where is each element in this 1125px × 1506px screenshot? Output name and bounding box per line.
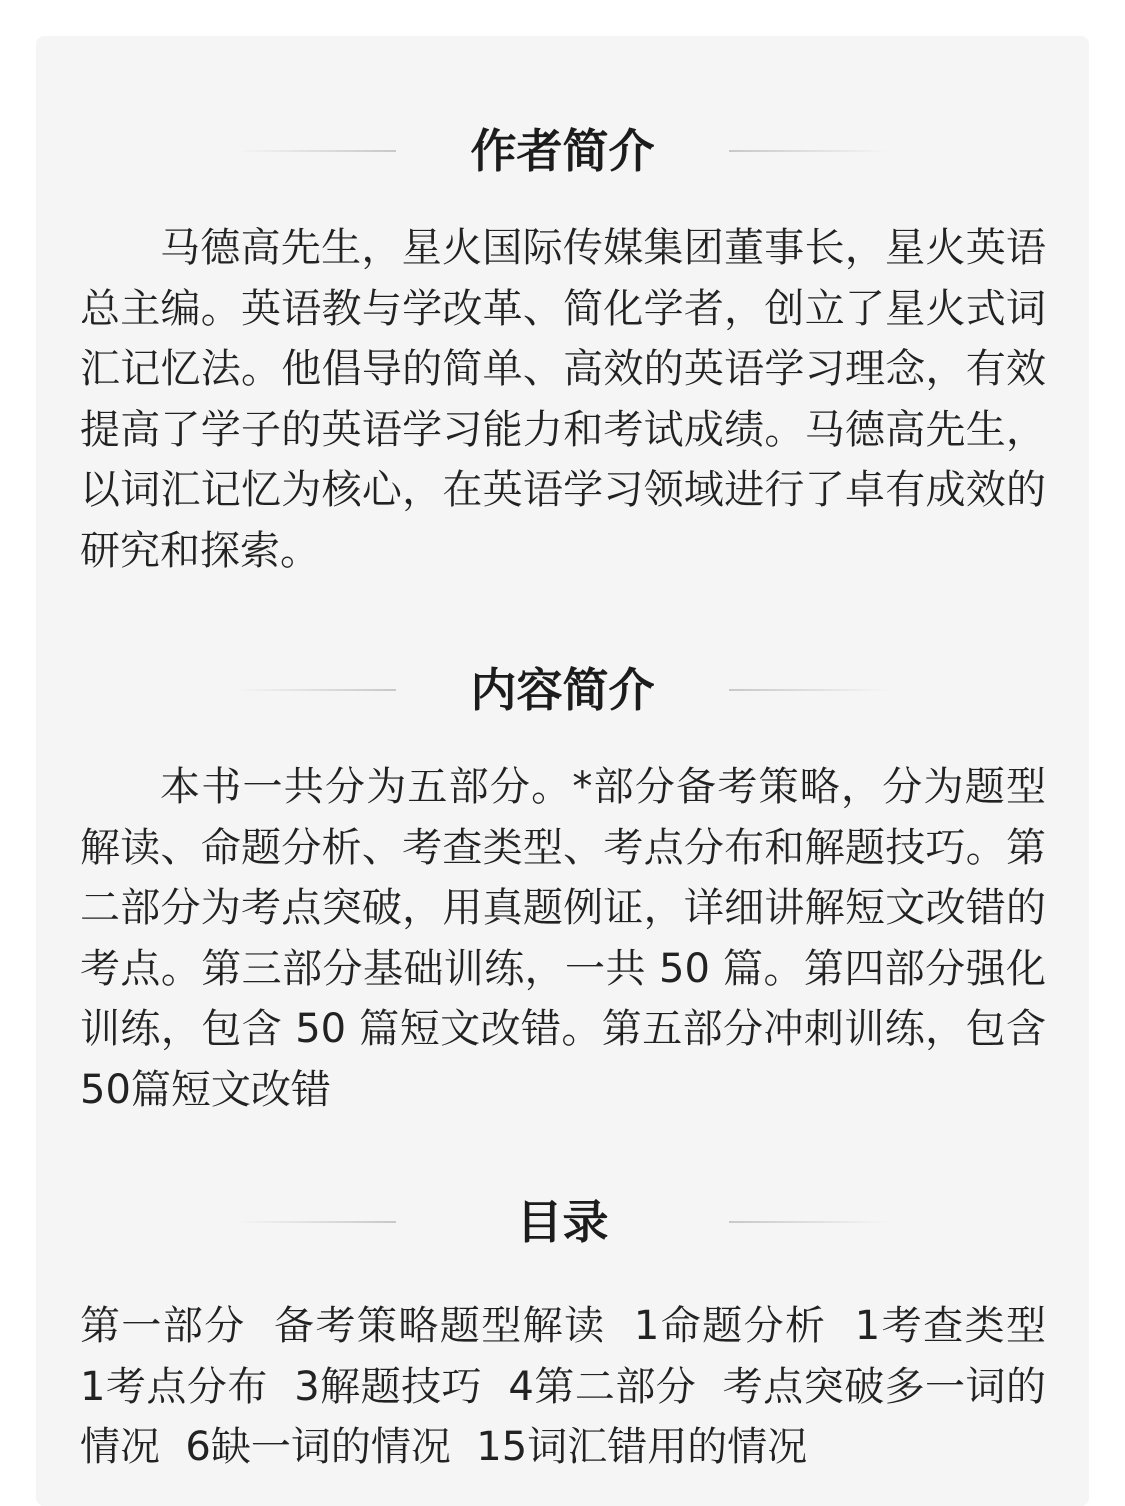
content-section-header — [36, 655, 1089, 725]
author-intro-text: 马德高先生，星火国际传媒集团董事长，星火英语总主编。英语教与学改革、简化学者，创立了星火式词汇记忆法。他倡导的简单、高效的英语学习理念，有效提高了学子的英语学习能力和考试成绩。马德高先生，以词汇记忆为核心，在英语学习领域进行了卓有成效的研究和探索。 — [80, 225, 1046, 574]
content-intro-text: 本书一共分为五部分。*部分备考策略，分为题型解读、命题分析、考查类型、考点分布和解题技巧。第二部分为考点突破，用真题例证，详细讲解短文改错的考点。第三部分基础训练，一共 50 篇。第四部分强化训练，包含 50 篇短文改错。第五部分冲刺训练，包含50篇短文改错 — [80, 764, 1046, 1113]
author-section-title: 作者简介 — [470, 124, 655, 178]
divider-line-right — [729, 150, 889, 152]
author-section-header — [36, 116, 1089, 186]
content-section-title: 内容简介 — [470, 663, 655, 717]
toc-text: 第一部分 备考策略题型解读 1命题分析 1考查类型 1考点分布 3解题技巧 4第二部分 考点突破多一词的情况 6缺一词的情况 15词汇错用的情况 — [80, 1303, 1072, 1470]
divider-line-right — [729, 1221, 889, 1223]
divider-line-right — [729, 689, 889, 691]
book-info-card — [36, 36, 1089, 1506]
toc-section-header — [36, 1187, 1089, 1257]
toc-section-title: 目录 — [516, 1195, 609, 1249]
